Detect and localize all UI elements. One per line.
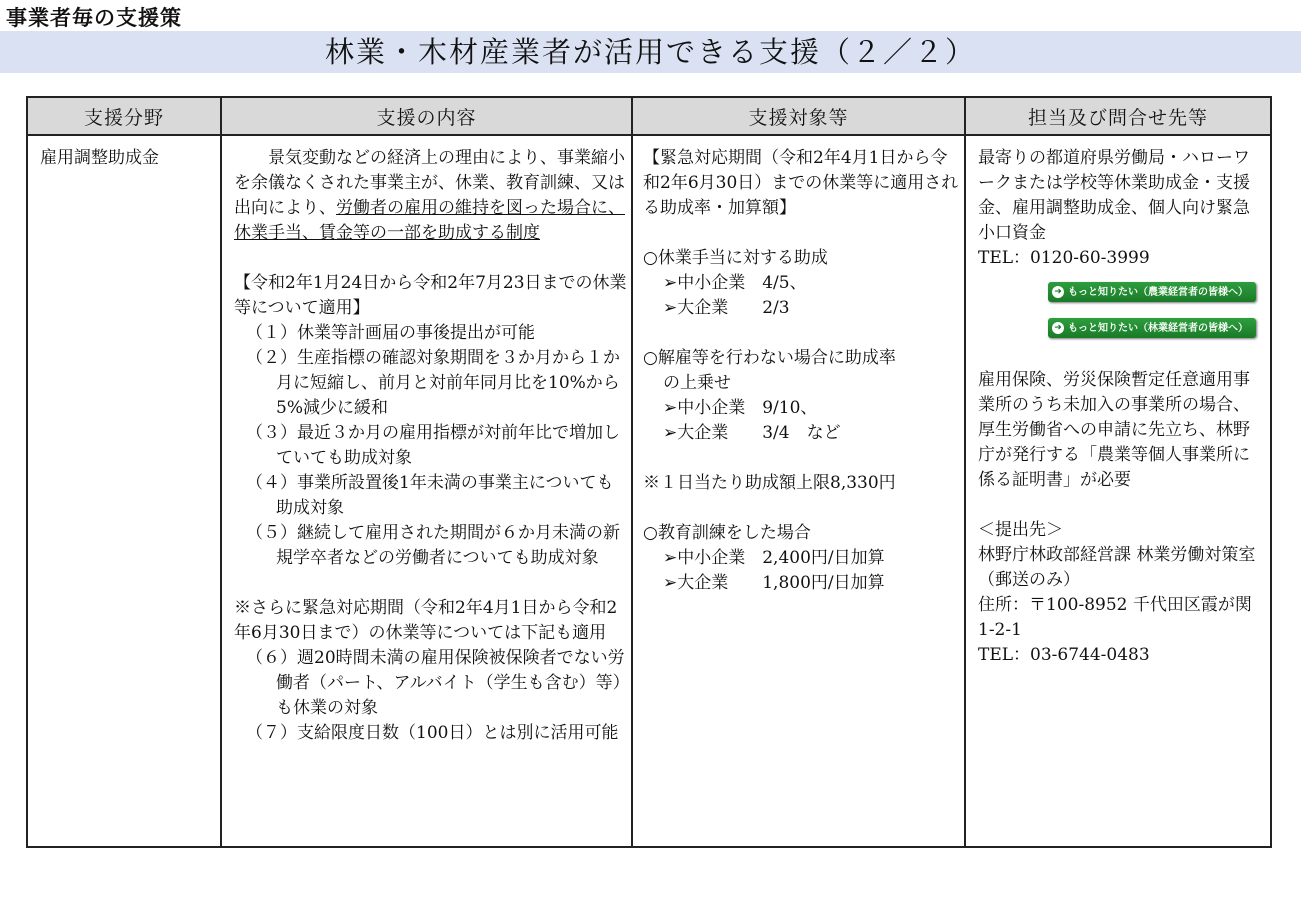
cell-target — [632, 135, 965, 847]
content-intro — [234, 146, 629, 246]
section-label: 事業者毎の支援策 — [6, 6, 182, 30]
no-layoff-rate-large: ➢大企業 3/4 など — [663, 423, 841, 443]
contact-text: 最寄りの都道府県労働局・ハローワークまたは学校等休業助成金・支援金、雇用調整助成金、個人向け緊急小口資金 — [978, 148, 1250, 243]
header-content: 支援の内容 — [221, 97, 632, 135]
submit-organization: 林野庁林政部経営課 林業労働対策室（郵送のみ） — [978, 545, 1256, 590]
list-item: （６）週20時間未満の雇用保険被保険者でない労働者（パート、アルバイト（学生も含む）等）も休業の対象 — [246, 648, 625, 718]
certificate-note: 雇用保険、労災保険暫定任意適用事業所のうち未加入の事業所の場合、厚生労働省への申請に先立ち、林野庁が発行する「農業等個人事業所に係る証明書」が必要 — [978, 370, 1250, 490]
support-table — [26, 96, 1272, 848]
learn-more-forestry-button[interactable] — [1048, 318, 1256, 338]
learn-more-agriculture-label: もっと知りたい（農業経営者の皆様へ） — [1068, 286, 1248, 298]
no-layoff-rate-sme: ➢中小企業 9/10、 — [663, 398, 818, 418]
list-item: （７）支給限度日数（100日）とは別に活用可能 — [246, 723, 619, 743]
daily-cap-note: ※１日当たり助成額上限8,330円 — [643, 473, 896, 493]
period-note: 【令和2年1月24日から令和2年7月23日までの休業等について適用】 — [234, 273, 627, 318]
learn-more-forestry-label: もっと知りたい（林業経営者の皆様へ） — [1068, 322, 1248, 334]
list-item: （１）休業等計画届の事後提出が可能 — [246, 323, 535, 343]
intro-plain: 景気変動などの経済上の理由により、事業縮小を余儀なくされた事業主が、休業、教育訓練、又は出向により、 — [234, 148, 625, 218]
field-name: 雇用調整助成金 — [40, 148, 159, 168]
submit-label: ＜提出先＞ — [978, 520, 1063, 540]
header-row — [27, 97, 1271, 135]
header-contact: 担当及び問合せ先等 — [965, 97, 1271, 135]
emergency-period-note: 【緊急対応期間（令和2年4月1日から令和2年6月30日）までの休業等に適用される助成率・加算額】 — [643, 148, 959, 218]
list-item: （２）生産指標の確認対象期間を３か月から１か月に短縮し、前月と対前年同月比を10%から5%減少に緩和 — [246, 348, 620, 418]
list-item: （５）継続して雇用された期間が６か月未満の新規学卒者などの労働者についても助成対象 — [246, 523, 620, 568]
arrow-right-icon: ➜ — [1052, 322, 1064, 334]
header-field: 支援分野 — [27, 97, 221, 135]
extra-note: ※さらに緊急対応期間（令和2年4月1日から令和2年6月30日まで）の休業等については下記も適用 — [234, 598, 618, 643]
list-item: （４）事業所設置後1年未満の事業主についても助成対象 — [246, 473, 614, 518]
training-rate-large: ➢大企業 1,800円/日加算 — [663, 573, 885, 593]
table-row — [27, 135, 1271, 847]
leave-rate-sme: ➢中小企業 4/5、 — [663, 273, 807, 293]
training-title: ○教育訓練をした場合 — [643, 523, 811, 543]
header-target: 支援対象等 — [632, 97, 965, 135]
no-layoff-title: ○解雇等を行わない場合に助成率 — [643, 348, 896, 368]
submit-tel: TEL：03-6744-0483 — [978, 645, 1150, 665]
list-item: （３）最近３か月の雇用指標が対前年比で増加していても助成対象 — [246, 423, 620, 468]
arrow-right-icon: ➜ — [1052, 286, 1064, 298]
page-title: 林業・木材産業者が活用できる支援（２／２） — [324, 35, 976, 69]
learn-more-agriculture-button[interactable] — [1048, 282, 1256, 302]
leave-rate-large: ➢大企業 2/3 — [663, 298, 790, 318]
no-layoff-sub: の上乗せ — [663, 373, 731, 393]
cell-contact — [965, 135, 1271, 847]
leave-subsidy-title: ○休業手当に対する助成 — [643, 248, 828, 268]
submit-address: 住所：〒100-8952 千代田区霞が関1-2-1 — [978, 595, 1252, 640]
training-rate-sme: ➢中小企業 2,400円/日加算 — [663, 548, 885, 568]
cell-field — [27, 135, 221, 847]
contact-tel: TEL：0120-60-3999 — [978, 248, 1150, 268]
intro-underlined: 労働者の雇用の維持を図った場合に、休業手当、賃金等の一部を助成する制度 — [234, 198, 625, 243]
cell-content — [221, 135, 632, 847]
